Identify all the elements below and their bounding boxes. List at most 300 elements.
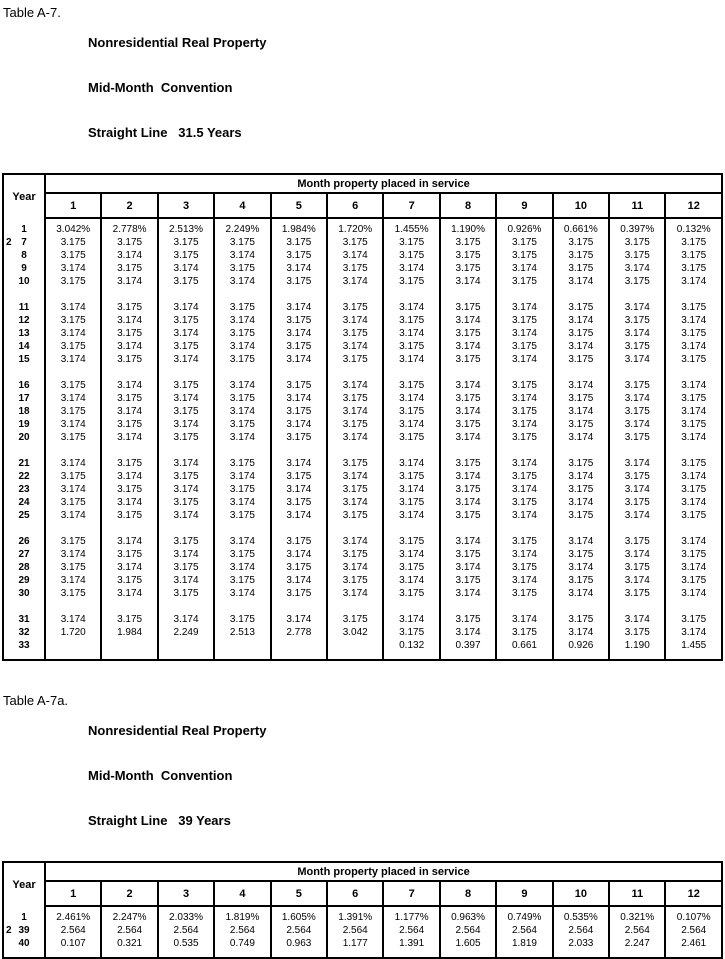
month-column-header: 10 (553, 881, 609, 906)
spacer-cell (158, 600, 214, 613)
spacer-cell (158, 366, 214, 379)
year-cell (3, 262, 45, 275)
rate-cell: 3.175 (609, 379, 665, 392)
rate-cell: 3.174 (45, 483, 101, 496)
rate-cell: 3.175 (383, 561, 439, 574)
month-number-row (3, 193, 722, 218)
year-cell (3, 574, 45, 587)
rate-cell: 3.175 (553, 262, 609, 275)
rate-cell: 3.175 (440, 483, 496, 496)
rate-cell: 3.175 (158, 431, 214, 444)
month-column-header: 1 (45, 193, 101, 218)
year-label: 1 (21, 223, 27, 235)
pad-cell (271, 950, 327, 958)
rate-cell: 2.564 (496, 924, 552, 937)
spacer-cell (383, 444, 439, 457)
year-column-header: Year (3, 862, 45, 906)
table-a7-title (88, 5, 266, 170)
rate-cell: 3.175 (101, 262, 157, 275)
table-row (3, 924, 722, 937)
table-a7-label: Table A-7. (3, 5, 61, 20)
table-row (3, 613, 722, 626)
rate-cell: 3.174 (553, 535, 609, 548)
rate-cell: 3.174 (553, 314, 609, 327)
rate-cell: 3.175 (271, 431, 327, 444)
rate-cell: 3.175 (440, 392, 496, 405)
spacer-cell (440, 522, 496, 535)
title-line: Mid-Month Convention (88, 80, 233, 95)
rate-cell: 3.175 (609, 275, 665, 288)
rate-cell: 0.963% (440, 906, 496, 924)
rate-cell: 3.174 (214, 561, 270, 574)
rate-cell: 3.174 (440, 405, 496, 418)
month-column-header: 11 (609, 881, 665, 906)
rate-cell: 3.174 (101, 496, 157, 509)
rate-cell: 1.455% (383, 218, 439, 236)
rate-cell: 3.175 (214, 548, 270, 561)
year-label: 40 (18, 938, 30, 949)
year-cell (3, 924, 45, 937)
rate-cell: 3.175 (327, 418, 383, 431)
rate-cell: 3.174 (553, 470, 609, 483)
pad-cell (3, 950, 45, 958)
rate-cell: 3.174 (214, 470, 270, 483)
rate-cell: 2.564 (158, 924, 214, 937)
rate-cell: 3.174 (665, 314, 722, 327)
table-row (3, 353, 722, 366)
rate-cell: 3.174 (665, 379, 722, 392)
rate-cell: 0.749% (496, 906, 552, 924)
rate-cell: 3.174 (383, 548, 439, 561)
rate-cell: 3.175 (440, 327, 496, 340)
year-range-start: 2 (6, 237, 12, 248)
rate-cell: 3.174 (383, 418, 439, 431)
depreciation-table-a7a (2, 861, 723, 959)
rate-cell: 3.174 (45, 262, 101, 275)
rate-cell: 0.132% (665, 218, 722, 236)
rate-cell: 3.175 (271, 379, 327, 392)
rate-cell: 3.175 (496, 236, 552, 249)
rate-cell: 3.175 (327, 613, 383, 626)
rate-cell: 3.175 (101, 509, 157, 522)
rate-cell: 3.175 (609, 470, 665, 483)
rate-cell: 3.174 (158, 392, 214, 405)
rate-cell: 3.175 (271, 236, 327, 249)
year-cell (3, 379, 45, 392)
table-row (3, 639, 722, 652)
year-cell (3, 613, 45, 626)
spacer-cell (440, 444, 496, 457)
rate-cell: 1.605% (271, 906, 327, 924)
year-label: 20 (18, 432, 30, 443)
rate-cell: 3.174 (440, 275, 496, 288)
spacer-cell (665, 600, 722, 613)
year-cell (3, 249, 45, 262)
pad-cell (3, 652, 45, 660)
rate-cell: 3.175 (45, 587, 101, 600)
rate-cell: 1.720 (45, 626, 101, 639)
year-label: 29 (18, 575, 30, 586)
rate-cell: 3.174 (665, 405, 722, 418)
rate-cell: 3.175 (158, 275, 214, 288)
rate-cell: 3.175 (271, 561, 327, 574)
rate-cell: 3.175 (496, 340, 552, 353)
rate-cell: 3.174 (101, 535, 157, 548)
rate-cell: 3.174 (609, 262, 665, 275)
rate-cell: 3.175 (101, 613, 157, 626)
rate-cell: 3.174 (327, 535, 383, 548)
table-row (3, 218, 722, 236)
year-label: 31 (18, 614, 30, 625)
rate-cell: 3.175 (553, 353, 609, 366)
rate-cell: 3.175 (158, 340, 214, 353)
rate-cell: 3.174 (609, 301, 665, 314)
rate-cell: 3.174 (383, 262, 439, 275)
rate-cell: 3.174 (214, 587, 270, 600)
rate-cell: 3.174 (271, 509, 327, 522)
month-column-header: 10 (553, 193, 609, 218)
rate-cell: 3.174 (101, 405, 157, 418)
pad-cell (609, 652, 665, 660)
rate-cell: 3.174 (271, 301, 327, 314)
year-label: 17 (18, 393, 30, 404)
rate-cell: 3.174 (327, 561, 383, 574)
rate-cell: 0.321 (101, 937, 157, 950)
spacer-cell (327, 600, 383, 613)
table-row (3, 587, 722, 600)
rate-cell: 3.175 (271, 340, 327, 353)
rate-cell: 3.175 (158, 561, 214, 574)
spacer-cell (158, 288, 214, 301)
rate-cell: 3.174 (665, 496, 722, 509)
spacer-cell (45, 444, 101, 457)
rate-cell: 3.174 (383, 613, 439, 626)
rate-cell: 3.175 (496, 496, 552, 509)
rate-cell: 3.175 (383, 249, 439, 262)
rate-cell: 3.175 (440, 262, 496, 275)
rate-cell: 3.174 (553, 405, 609, 418)
rate-cell: 3.175 (609, 496, 665, 509)
table-a7a-title (88, 693, 266, 858)
title-line: Nonresidential Real Property (88, 723, 267, 738)
rate-cell: 3.174 (45, 457, 101, 470)
spacer-cell (271, 522, 327, 535)
year-label: 21 (18, 458, 30, 469)
table-a7-title-block (0, 0, 725, 173)
rate-cell: 3.174 (383, 327, 439, 340)
table-row (3, 392, 722, 405)
spacer-cell (3, 366, 45, 379)
month-column-header: 3 (158, 193, 214, 218)
rate-cell: 3.174 (383, 457, 439, 470)
month-column-header: 9 (496, 193, 552, 218)
table-row (3, 548, 722, 561)
month-column-header: 12 (665, 881, 722, 906)
month-header: Month property placed in service (45, 862, 722, 881)
rate-cell: 3.175 (496, 561, 552, 574)
month-column-header: 2 (101, 881, 157, 906)
month-column-header: 3 (158, 881, 214, 906)
rate-cell: 3.174 (158, 483, 214, 496)
rate-cell: 3.174 (383, 574, 439, 587)
rate-cell: 3.175 (327, 574, 383, 587)
pad-cell (496, 950, 552, 958)
rate-cell: 3.175 (383, 275, 439, 288)
pad-cell (214, 950, 270, 958)
table-row (3, 327, 722, 340)
rate-cell: 3.174 (496, 353, 552, 366)
rate-cell: 2.461% (45, 906, 101, 924)
pad-cell (383, 950, 439, 958)
rate-cell: 3.175 (553, 613, 609, 626)
spacer-row (3, 600, 722, 613)
rate-cell: 3.174 (214, 535, 270, 548)
spacer-cell (3, 522, 45, 535)
rate-cell: 1.984% (271, 218, 327, 236)
rate-cell: 3.174 (214, 340, 270, 353)
rate-cell: 0.321% (609, 906, 665, 924)
spacer-cell (440, 288, 496, 301)
year-cell (3, 418, 45, 431)
rate-cell: 3.175 (496, 535, 552, 548)
spacer-cell (665, 288, 722, 301)
month-column-header: 6 (327, 881, 383, 906)
rate-cell: 3.175 (158, 314, 214, 327)
year-label: 18 (18, 406, 30, 417)
rate-cell: 3.174 (609, 509, 665, 522)
year-cell (3, 236, 45, 249)
rate-cell: 3.175 (101, 392, 157, 405)
rate-cell: 3.175 (45, 405, 101, 418)
rate-cell: 1.984 (101, 626, 157, 639)
rate-cell: 3.175 (271, 470, 327, 483)
year-cell (3, 535, 45, 548)
rate-cell: 2.778 (271, 626, 327, 639)
pad-cell (496, 652, 552, 660)
table-row (3, 626, 722, 639)
year-cell (3, 548, 45, 561)
pad-cell (553, 950, 609, 958)
rate-cell: 3.175 (383, 431, 439, 444)
rate-cell: 3.175 (496, 314, 552, 327)
spacer-cell (271, 600, 327, 613)
rate-cell: 3.174 (496, 548, 552, 561)
rate-cell: 3.174 (101, 587, 157, 600)
rate-cell: 3.175 (214, 509, 270, 522)
rate-cell: 1.819% (214, 906, 270, 924)
rate-cell: 3.174 (496, 327, 552, 340)
rate-cell: 3.175 (665, 249, 722, 262)
month-column-header: 8 (440, 193, 496, 218)
spacer-cell (665, 366, 722, 379)
year-cell (3, 275, 45, 288)
rate-cell: 3.174 (271, 327, 327, 340)
rate-cell: 3.174 (45, 548, 101, 561)
rate-cell: 3.175 (496, 249, 552, 262)
rate-cell: 3.174 (665, 626, 722, 639)
rate-cell: 3.174 (553, 431, 609, 444)
rate-cell: 0.926% (496, 218, 552, 236)
rate-cell: 1.720% (327, 218, 383, 236)
rate-cell: 3.174 (101, 314, 157, 327)
rate-cell: 2.564 (665, 924, 722, 937)
spacer-cell (3, 288, 45, 301)
rate-cell: 3.175 (383, 626, 439, 639)
rate-cell: 3.175 (45, 561, 101, 574)
rate-cell: 3.174 (609, 392, 665, 405)
rate-cell: 3.174 (383, 353, 439, 366)
rate-cell: 3.175 (214, 327, 270, 340)
year-label: 33 (18, 640, 30, 651)
rate-cell: 3.175 (327, 353, 383, 366)
rate-cell: 3.175 (101, 548, 157, 561)
spacer-cell (45, 366, 101, 379)
year-label: 11 (18, 302, 30, 313)
table-a7a-section (0, 688, 725, 959)
rate-cell: 3.174 (271, 574, 327, 587)
table-header (3, 862, 722, 906)
rate-cell: 3.175 (665, 392, 722, 405)
spacer-cell (101, 288, 157, 301)
pad-cell (440, 950, 496, 958)
pad-cell (45, 950, 101, 958)
spacer-cell (327, 444, 383, 457)
table-row (3, 561, 722, 574)
rate-cell: 3.175 (327, 236, 383, 249)
table-row (3, 418, 722, 431)
year-label: 16 (18, 380, 30, 391)
spacer-cell (101, 366, 157, 379)
spacer-cell (553, 288, 609, 301)
month-column-header: 5 (271, 881, 327, 906)
rate-cell: 1.819 (496, 937, 552, 950)
rate-cell: 0.661% (553, 218, 609, 236)
month-column-header: 2 (101, 193, 157, 218)
table-row (3, 906, 722, 924)
rate-cell: 3.175 (553, 548, 609, 561)
rate-cell: 0.535% (553, 906, 609, 924)
spacer-cell (158, 444, 214, 457)
rate-cell: 3.175 (609, 535, 665, 548)
rate-cell: 3.174 (101, 340, 157, 353)
rate-cell: 3.174 (496, 301, 552, 314)
pad-cell (327, 950, 383, 958)
rate-cell: 3.175 (665, 353, 722, 366)
spacer-cell (271, 444, 327, 457)
rate-cell: 3.174 (45, 509, 101, 522)
rate-cell: 3.175 (45, 470, 101, 483)
rate-cell: 3.174 (609, 353, 665, 366)
rate-cell: 3.175 (214, 262, 270, 275)
spacer-cell (383, 522, 439, 535)
pad-cell (158, 652, 214, 660)
spacer-cell (383, 600, 439, 613)
spacer-cell (609, 288, 665, 301)
year-cell (3, 561, 45, 574)
rate-cell: 3.175 (45, 535, 101, 548)
rate-cell: 3.174 (665, 470, 722, 483)
spacer-cell (496, 444, 552, 457)
rate-cell: 3.175 (665, 301, 722, 314)
rate-cell: 3.175 (214, 301, 270, 314)
spacer-cell (553, 600, 609, 613)
pad-row (3, 950, 722, 958)
rate-cell: 3.174 (440, 496, 496, 509)
depreciation-table-a7 (2, 173, 723, 661)
rate-cell: 0.107% (665, 906, 722, 924)
spacer-cell (496, 600, 552, 613)
rate-cell (45, 639, 101, 652)
rate-cell: 3.175 (271, 496, 327, 509)
rate-cell: 3.175 (45, 379, 101, 392)
rate-cell: 3.174 (609, 574, 665, 587)
year-label: 14 (18, 341, 30, 352)
spacer-row (3, 522, 722, 535)
spacer-cell (440, 600, 496, 613)
month-column-header: 7 (383, 881, 439, 906)
rate-cell: 3.174 (45, 392, 101, 405)
rate-cell: 3.174 (214, 275, 270, 288)
table-row (3, 340, 722, 353)
title-line: Mid-Month Convention (88, 768, 233, 783)
year-cell (3, 301, 45, 314)
year-label: 30 (18, 588, 30, 599)
rate-cell: 3.174 (271, 457, 327, 470)
rate-cell: 3.174 (158, 509, 214, 522)
rate-cell: 0.397% (609, 218, 665, 236)
year-cell (3, 906, 45, 924)
table-row (3, 275, 722, 288)
rate-cell: 3.174 (101, 561, 157, 574)
month-column-header: 8 (440, 881, 496, 906)
rate-cell: 3.174 (158, 418, 214, 431)
rate-cell: 3.174 (271, 483, 327, 496)
rate-cell: 3.042% (45, 218, 101, 236)
rate-cell: 2.249 (158, 626, 214, 639)
rate-cell: 3.175 (327, 457, 383, 470)
rate-cell: 3.175 (553, 392, 609, 405)
rate-cell: 3.175 (158, 405, 214, 418)
rate-cell: 3.174 (553, 496, 609, 509)
rate-cell: 3.175 (214, 236, 270, 249)
rate-cell: 3.175 (383, 340, 439, 353)
rate-cell: 3.042 (327, 626, 383, 639)
rate-cell: 1.190% (440, 218, 496, 236)
rate-cell: 2.564 (553, 924, 609, 937)
spacer-cell (101, 522, 157, 535)
table-row (3, 457, 722, 470)
rate-cell: 3.174 (101, 431, 157, 444)
year-cell (3, 327, 45, 340)
rate-cell: 2.564 (383, 924, 439, 937)
rate-cell: 1.455 (665, 639, 722, 652)
rate-cell: 2.564 (101, 924, 157, 937)
year-column-header: Year (3, 174, 45, 218)
table-row (3, 574, 722, 587)
rate-cell: 3.174 (158, 613, 214, 626)
rate-cell: 3.175 (665, 236, 722, 249)
year-label: 19 (18, 419, 30, 430)
rate-cell: 3.174 (665, 561, 722, 574)
spacer-cell (101, 600, 157, 613)
year-cell (3, 470, 45, 483)
rate-cell: 3.174 (440, 314, 496, 327)
pad-cell (665, 950, 722, 958)
rate-cell: 3.174 (271, 613, 327, 626)
rate-cell: 3.174 (327, 314, 383, 327)
year-label: 23 (18, 484, 30, 495)
rate-cell: 3.175 (609, 236, 665, 249)
